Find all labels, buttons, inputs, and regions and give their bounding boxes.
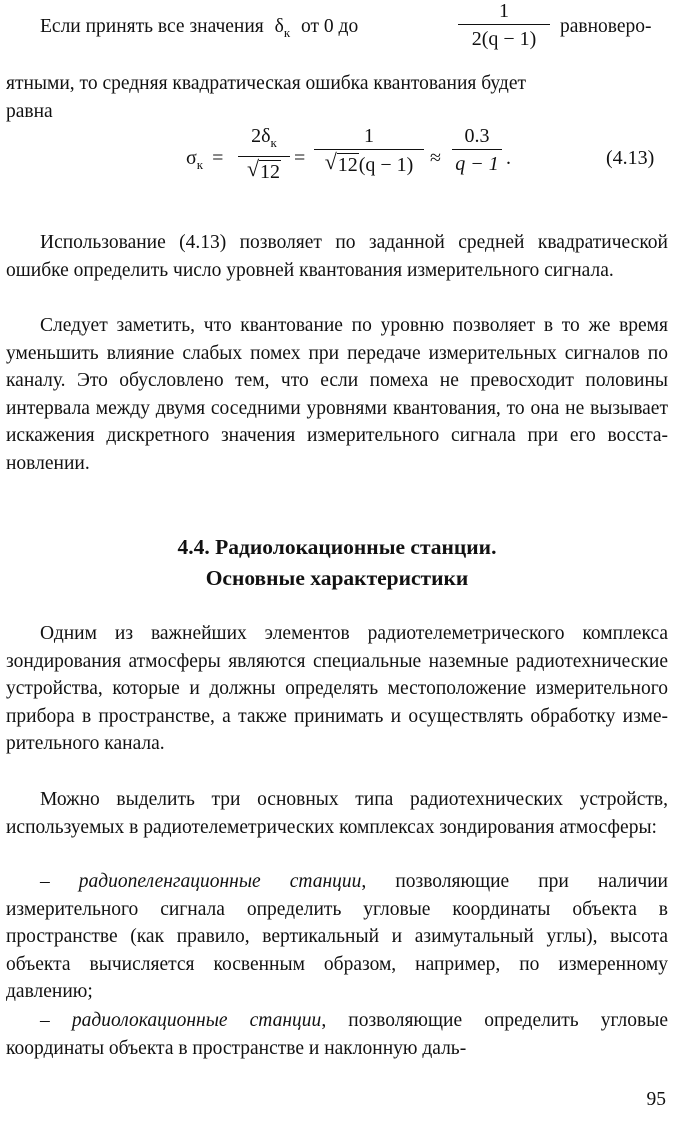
range-text: от 0 до <box>301 16 359 37</box>
intro-text: Если принять все значения <box>40 16 264 37</box>
section-heading-line-1: 4.4. Радиолокационные станции. <box>177 535 497 559</box>
list-item-term: радиолокационные станции <box>71 1010 322 1031</box>
delta-symbol: $\delta_к$ <box>274 16 291 40</box>
intro-line-2: ятными, то средняя квадратическая ошибка квантования будет <box>6 73 527 94</box>
paragraph-elements: Одним из важнейших элементов радиотелеметрического комплекса зондирования атмосферы являются специальные наземные радиотехнические устройства, которые и должны определять местоположение измерительного прибора в пространстве, а также принимать и осуществлять обработку измерительного канала. <box>6 623 668 754</box>
paragraph-usage: Использование (4.13) позволяет по заданной средней квадратической ошибке определить число уровней квантования измерительного сигнала. <box>6 232 668 281</box>
equation-fraction-2: 1 √ 12(q − 1) <box>314 125 424 176</box>
list-item-term: радиопеленгационные станции <box>78 871 362 892</box>
paragraph-quantization: Следует заметить, что квантование по уровню позволяет в то же время уменьшить влияние слабых помех при передаче измерительных сигналов по каналу. Это обусловлено тем, что если помеха не превосходит половины интервала между двумя соседними уровнями квантования, то она не вызывает искажения дискретного значения измерительного сигнала при его восстановлении. <box>6 315 668 474</box>
equation-fraction-3: 0.3 q − 1 <box>452 125 502 175</box>
intro-fraction <box>458 0 550 50</box>
intro-line-1 <box>40 13 358 46</box>
fraction-denominator: 2(q − 1) <box>471 28 537 50</box>
intro-text-after: равноверо- <box>560 16 652 37</box>
equation-lhs: $\sigma_к$ = <box>186 147 224 172</box>
section-heading-line-2: Основные характеристики <box>205 566 469 590</box>
equation-period: . <box>506 147 511 169</box>
equation-approx: ≈ <box>430 147 441 169</box>
equation-fraction-1: $2\delta_к$ √ 12 <box>238 125 290 183</box>
list-item: – радиопеленгационные станции, позволяющие при наличии измерительного сигнала определить угловые координаты объекта в пространстве (как правило, вертикальный и азимутальный углы), высота объекта вычисляется косвенным образом, например, по измеренному давлению; <box>6 871 668 1002</box>
intro-line-3: равна <box>6 101 53 122</box>
fraction-numerator: 1 <box>499 0 509 22</box>
page-number: 95 <box>646 1089 666 1110</box>
list-item: – радиолокационные станции, позволяющие определить угловые координаты объекта в пространстве и наклонную даль- <box>6 1010 668 1059</box>
equation-number: (4.13) <box>606 147 655 169</box>
paragraph-types: Можно выделить три основных типа радиотехнических устройств, используемых в радиотелеметрических комплексах зондирования атмосферы: <box>6 789 668 838</box>
equation-equals: = <box>294 147 306 169</box>
